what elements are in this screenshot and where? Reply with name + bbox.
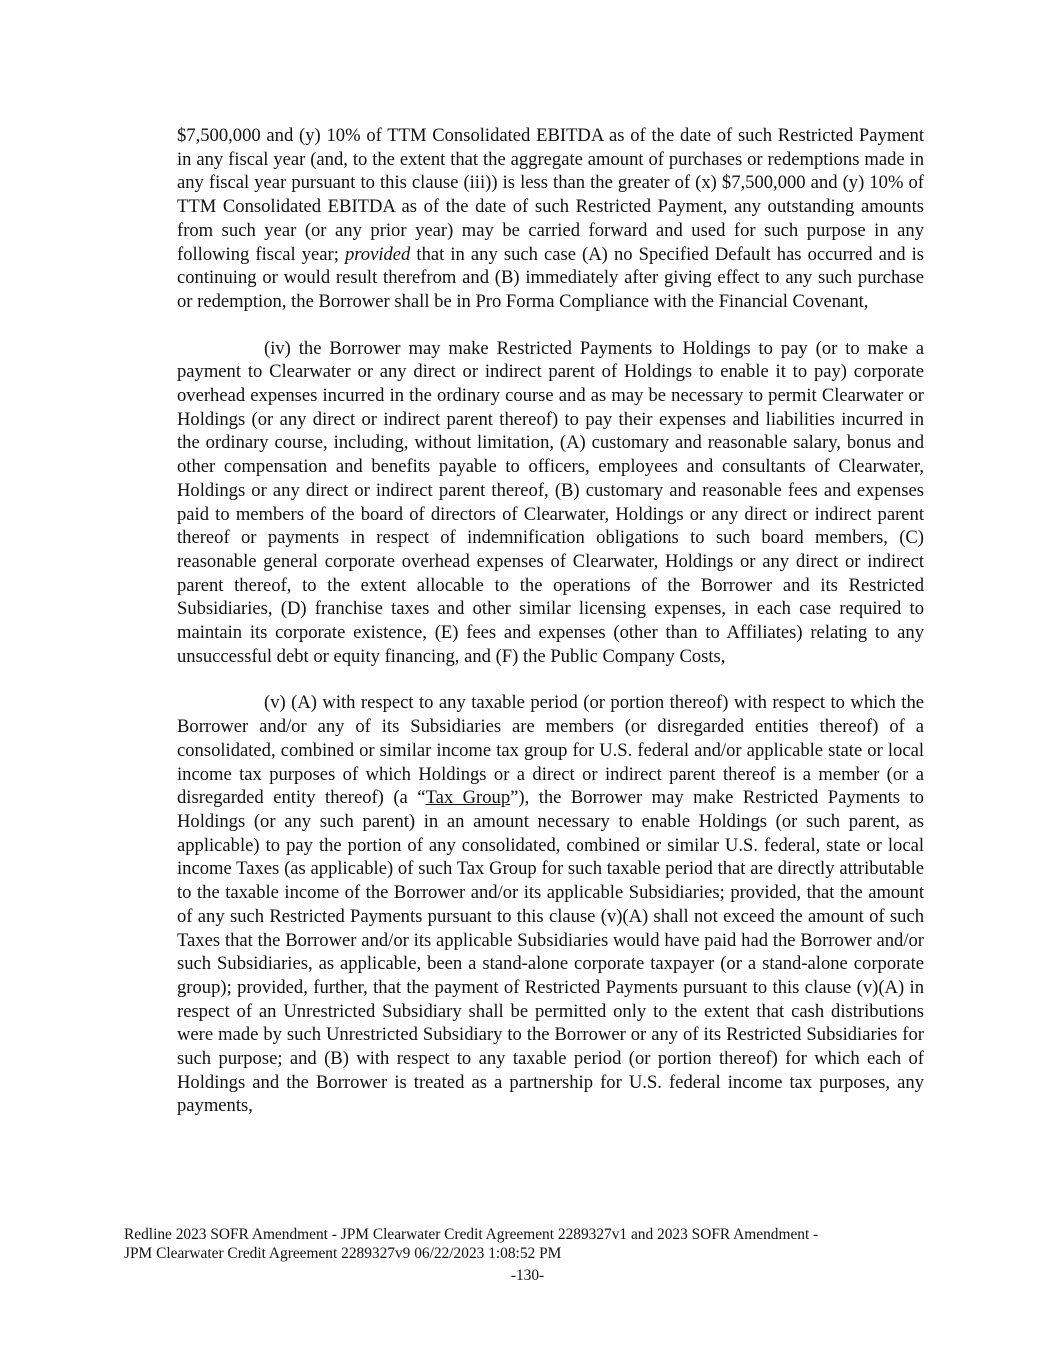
paragraph-v: [177, 691, 924, 1118]
paragraph-text: ”), the Borrower may make Restricted Payments to Holdings (or any such parent) in an amount necessary to enable Holdings (or such parent, as applicable) to pay the portion of any consolidated, combined or similar U.S. federal, state or local income Taxes (as applicable) of such Tax Group for such taxable period that are directly attributable to the taxable income of the Borrower and/or its applicable Subsidiaries; provided, that the amount of any such Restricted Payments pursuant to this clause (v)(A) shall not exceed the amount of such Taxes that the Borrower and/or its applicable Subsidiaries would have paid had the Borrower and/or such Subsidiaries, as applicable, been a stand-alone corporate taxpayer (or a stand-alone corporate group); provided, further, that the payment of Restricted Payments pursuant to this clause (v)(A) in respect of an Unrestricted Subsidiary shall be permitted only to the extent that cash distributions were made by such Unrestricted Subsidiary to the Borrower or any of its Restricted Subsidiaries for such purpose; and (B) with respect to any taxable period (or portion thereof) for which each of Holdings and the Borrower is treated as a partnership for U.S. federal income tax purposes, any payments,: [177, 787, 924, 1117]
document-body: [177, 124, 924, 1141]
footer-line-2: JPM Clearwater Credit Agreement 2289327v9 06/22/2023 1:08:52 PM: [124, 1245, 562, 1262]
defined-term-tax-group: Tax Group: [425, 787, 511, 809]
paragraph-text: (v) (A) with respect to any taxable period (or portion thereof) with respect to which the Borrower and/or any of its Subsidiaries are members (or disregarded entities thereof) of a consolidated, combined or similar income tax group for U.S. federal and/or applicable state or local income tax purposes of which Holdings or a direct or indirect parent thereof is a member (or a disregarded entity thereof) (a “: [177, 692, 924, 809]
page-number: -130-: [510, 1267, 545, 1284]
paragraph-text: $7,500,000 and (y) 10% of TTM Consolidated EBITDA as of the date of such Restricted Payment in any fiscal year (and, to the extent that the aggregate amount of purchases or redemptions made in any fiscal year pursuant to this clause (iii)) is less than the greater of (x) $7,500,000 and (y) 10% of TTM Consolidated EBITDA as of the date of such Restricted Payment, any outstanding amounts from such year (or any prior year) may be carried forward and used for such purpose in any following fiscal year;: [177, 125, 924, 265]
footer-line-1: Redline 2023 SOFR Amendment - JPM Clearwater Credit Agreement 2289327v1 and 2023 SOFR Amendment -: [124, 1226, 819, 1243]
provided-emphasis: provided: [344, 243, 411, 265]
paragraph-iii-continuation: [177, 124, 924, 314]
paragraph-iv: (iv) the Borrower may make Restricted Payments to Holdings to pay (or to make a payment to Clearwater or any direct or indirect parent of Holdings to enable it to pay) corporate overhead expenses incurred in the ordinary course and as may be necessary to permit Clearwater or Holdings (or any direct or indirect parent thereof) to pay their expenses and liabilities incurred in the ordinary course, including, without limitation, (A) customary and reasonable salary, bonus and other compensation and benefits payable to officers, employees and consultants of Clearwater, Holdings or any direct or indirect parent thereof, (B) customary and reasonable fees and expenses paid to members of the board of directors of Clearwater, Holdings or any direct or indirect parent thereof or payments in respect of indemnification obligations to such board members, (C) reasonable general corporate overhead expenses of Clearwater, Holdings or any direct or indirect parent thereof, to the extent allocable to the operations of the Borrower and its Restricted Subsidiaries, (D) franchise taxes and other similar licensing expenses, in each case required to maintain its corporate existence, (E) fees and expenses (other than to Affiliates) relating to any unsuccessful debt or equity financing, and (F) the Public Company Costs,: [177, 337, 924, 667]
paragraph-text: that in any such case (A) no Specified Default has occurred and is continuing or would result therefrom and (B) immediately after giving effect to any such purchase or redemption, the Borrower shall be in Pro Forma Compliance with the Financial Covenant,: [177, 243, 924, 312]
page-footer: [124, 1225, 924, 1263]
